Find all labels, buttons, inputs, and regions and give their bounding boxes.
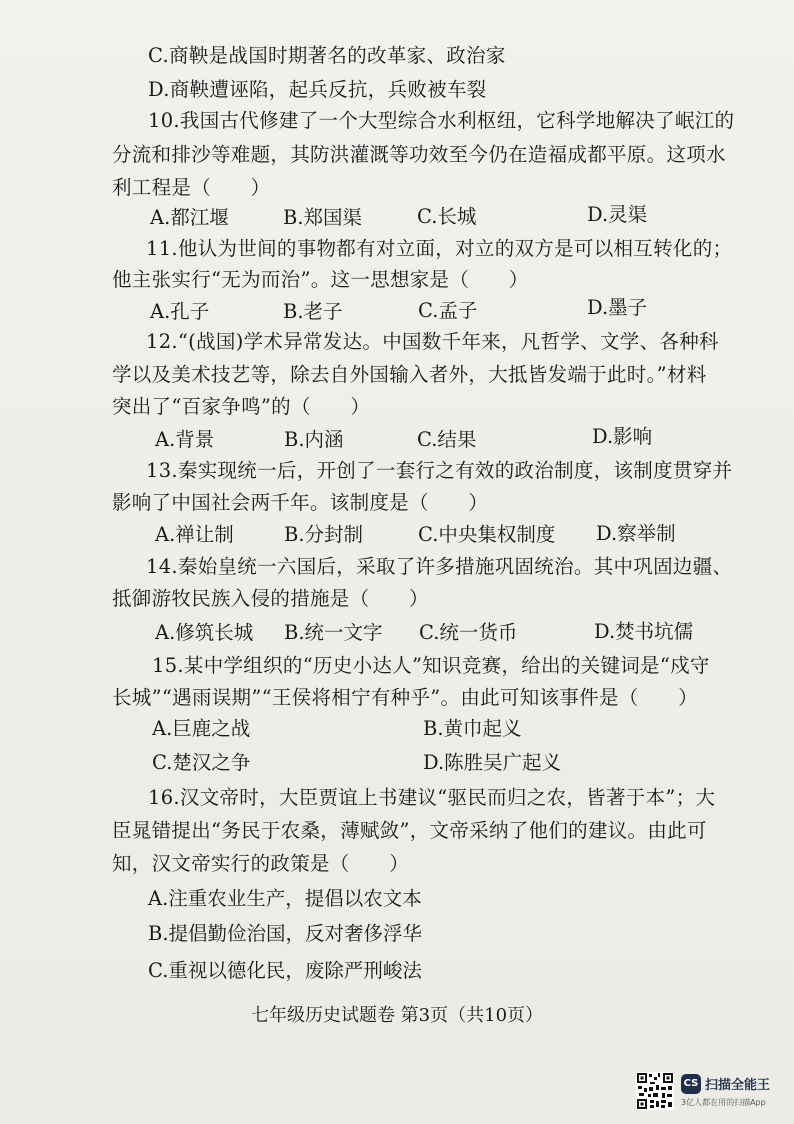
q10-stem-line-2: 分流和排沙等难题，其防洪灌溉等功效至今仍在造福成都平原。这项水: [112, 143, 726, 166]
q13-option-d[interactable]: D.察举制: [596, 522, 676, 545]
q9-option-c: C.商鞅是战国时期著名的改革家、政治家: [148, 44, 506, 67]
q12-option-d[interactable]: D.影响: [592, 425, 653, 448]
q14-option-c[interactable]: C.统一货币: [419, 621, 518, 644]
q10-stem-line-1: 10.我国古代修建了一个大型综合水利枢纽，它科学地解决了岷江的: [148, 109, 735, 132]
q15-option-b[interactable]: B.黄巾起义: [423, 717, 522, 740]
q12-stem-line-3: 突出了“百家争鸣”的（ ）: [112, 395, 371, 418]
q11-option-a[interactable]: A.孔子: [150, 300, 210, 323]
camscanner-tagline: 3亿人都在用的扫描App: [681, 1098, 766, 1107]
q13-option-c[interactable]: C.中央集权制度: [418, 523, 556, 546]
q13-option-a[interactable]: A.禅让制: [155, 523, 234, 546]
q11-option-d[interactable]: D.墨子: [587, 296, 648, 319]
q9-option-d: D.商鞅遭诬陷，起兵反抗，兵败被车裂: [148, 78, 487, 101]
q11-stem-line-1: 11.他认为世间的事物都有对立面，对立的双方是可以相互转化的；: [146, 237, 733, 260]
q16-option-b[interactable]: B.提倡勤俭治国，反对奢侈浮华: [148, 922, 423, 945]
q16-stem-line-1: 16.汉文帝时，大臣贾谊上书建议“驱民而归之农，皆著于本”；大: [148, 786, 716, 809]
q11-option-c[interactable]: C.孟子: [418, 299, 478, 322]
q13-stem-line-2: 影响了中国社会两千年。该制度是（ ）: [112, 491, 489, 514]
q12-option-c[interactable]: C.结果: [417, 428, 477, 451]
q15-option-d[interactable]: D.陈胜吴广起义: [423, 751, 562, 774]
q12-option-a[interactable]: A.背景: [155, 428, 215, 451]
q14-option-d[interactable]: D.焚书坑儒: [594, 620, 694, 643]
q16-option-a[interactable]: A.注重农业生产，提倡以农文本: [148, 887, 422, 910]
q11-option-b[interactable]: B.老子: [283, 300, 343, 323]
q10-option-b[interactable]: B.郑国渠: [283, 206, 363, 229]
q14-option-b[interactable]: B.统一文字: [284, 621, 383, 644]
q10-option-c[interactable]: C.长城: [417, 205, 477, 228]
q13-stem-line-1: 13.秦实现统一后，开创了一套行之有效的政治制度，该制度贯穿并: [146, 459, 733, 482]
q16-option-c[interactable]: C.重视以德化民，废除严刑峻法: [148, 959, 422, 982]
q16-stem-line-3: 知，汉文帝实行的政策是（ ）: [112, 852, 410, 875]
page-footer: 七年级历史试题卷 第3页（共10页）: [250, 1005, 544, 1026]
camscanner-logo-icon: CS: [681, 1074, 701, 1094]
q15-stem-line-1: 15.某中学组织的“历史小达人”知识竞赛，给出的关键词是“戍守: [152, 654, 710, 677]
camscanner-watermark: [636, 1072, 786, 1112]
q14-stem-line-1: 14.秦始皇统一六国后，采取了许多措施巩固统治。其中巩固边疆、: [146, 555, 733, 578]
q14-option-a[interactable]: A.修筑长城: [155, 621, 254, 644]
q10-option-a[interactable]: A.都江堰: [150, 206, 229, 229]
q15-option-a[interactable]: A.巨鹿之战: [152, 717, 251, 740]
q12-stem-line-1: 12.“(战国)学术异常发达。中国数千年来，凡哲学、文学、各种科: [146, 330, 719, 353]
q12-stem-line-2: 学以及美术技艺等，除去自外国输入者外，大抵皆发端于此时。”材料: [112, 363, 707, 386]
q15-stem-line-2: 长城”“遇雨误期”“王侯将相宁有种乎”。由此可知该事件是（ ）: [112, 686, 698, 709]
camscanner-name: 扫描全能王: [705, 1078, 771, 1093]
q11-stem-line-2: 他主张实行“无为而治”。这一思想家是（ ）: [112, 268, 529, 291]
q14-stem-line-2: 抵御游牧民族入侵的措施是（ ）: [112, 587, 429, 610]
q16-stem-line-2: 臣晁错提出“务民于农桑，薄赋敛”，文帝采纳了他们的建议。由此可: [112, 819, 707, 842]
qr-code-icon: [636, 1072, 674, 1110]
q15-option-c[interactable]: C.楚汉之争: [152, 751, 251, 774]
q10-stem-line-3: 利工程是（ ）: [112, 176, 271, 199]
q12-option-b[interactable]: B.内涵: [284, 428, 344, 451]
q13-option-b[interactable]: B.分封制: [284, 523, 364, 546]
q10-option-d[interactable]: D.灵渠: [587, 203, 648, 226]
